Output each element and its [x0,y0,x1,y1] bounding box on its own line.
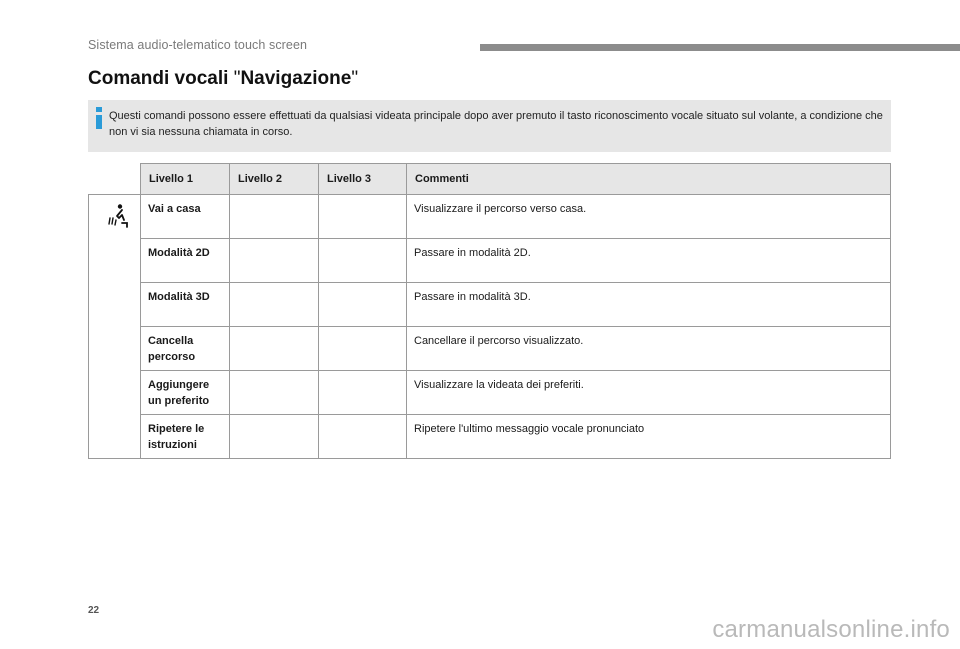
page-title-prefix: Comandi vocali [88,68,234,89]
page-title-open-quote: " [233,68,241,89]
voice-icon-cell [89,195,141,459]
row-level3 [319,283,407,327]
row-level1: Modalità 2D [141,239,230,283]
column-header-level2: Livello 2 [230,164,319,195]
voice-command-icon [106,203,132,229]
info-text: Questi comandi possono essere effettuati da qualsiasi videata principale dopo aver premuto il tasto riconoscimento vocale situato sul volante, a condizione che non vi sia nessuna chiamata in corso. [109,110,883,138]
row-comment: Passare in modalità 3D. [407,283,891,327]
row-level1: Modalità 3D [141,283,230,327]
table-row [89,371,891,415]
section-header-title: Sistema audio-telematico touch screen [88,38,308,52]
page-number: 22 [88,605,100,616]
table-row [89,415,891,459]
table-header-row [89,164,891,195]
column-header-comments: Commenti [407,164,891,195]
voice-commands-table [88,163,891,459]
table-row [89,327,891,371]
page-title-close-quote: " [351,68,359,89]
row-level2 [230,239,319,283]
page-title-main: Navigazione [240,68,352,89]
info-icon [94,107,104,129]
row-level1: Ripetere le istruzioni [141,415,230,459]
row-level2 [230,195,319,239]
row-level3 [319,239,407,283]
row-level1: Aggiungere un preferito [141,371,230,415]
row-comment: Visualizzare la videata dei preferiti. [407,371,891,415]
table-header-blank [89,164,141,195]
row-comment: Ripetere l'ultimo messaggio vocale pronunciato [407,415,891,459]
info-box [88,100,891,152]
row-comment: Cancellare il percorso visualizzato. [407,327,891,371]
table-row [89,283,891,327]
row-level2 [230,371,319,415]
row-level2 [230,415,319,459]
row-level3 [319,371,407,415]
row-level2 [230,283,319,327]
row-level1: Cancella percorso [141,327,230,371]
row-level3 [319,327,407,371]
row-level2 [230,327,319,371]
column-header-level1: Livello 1 [141,164,230,195]
row-comment: Passare in modalità 2D. [407,239,891,283]
table-row [89,195,891,239]
page-title [88,68,358,90]
watermark: carmanualsonline.info [712,616,950,643]
table-row [89,239,891,283]
header-bar [480,44,960,51]
row-comment: Visualizzare il percorso verso casa. [407,195,891,239]
row-level3 [319,195,407,239]
column-header-level3: Livello 3 [319,164,407,195]
row-level1: Vai a casa [141,195,230,239]
row-level3 [319,415,407,459]
